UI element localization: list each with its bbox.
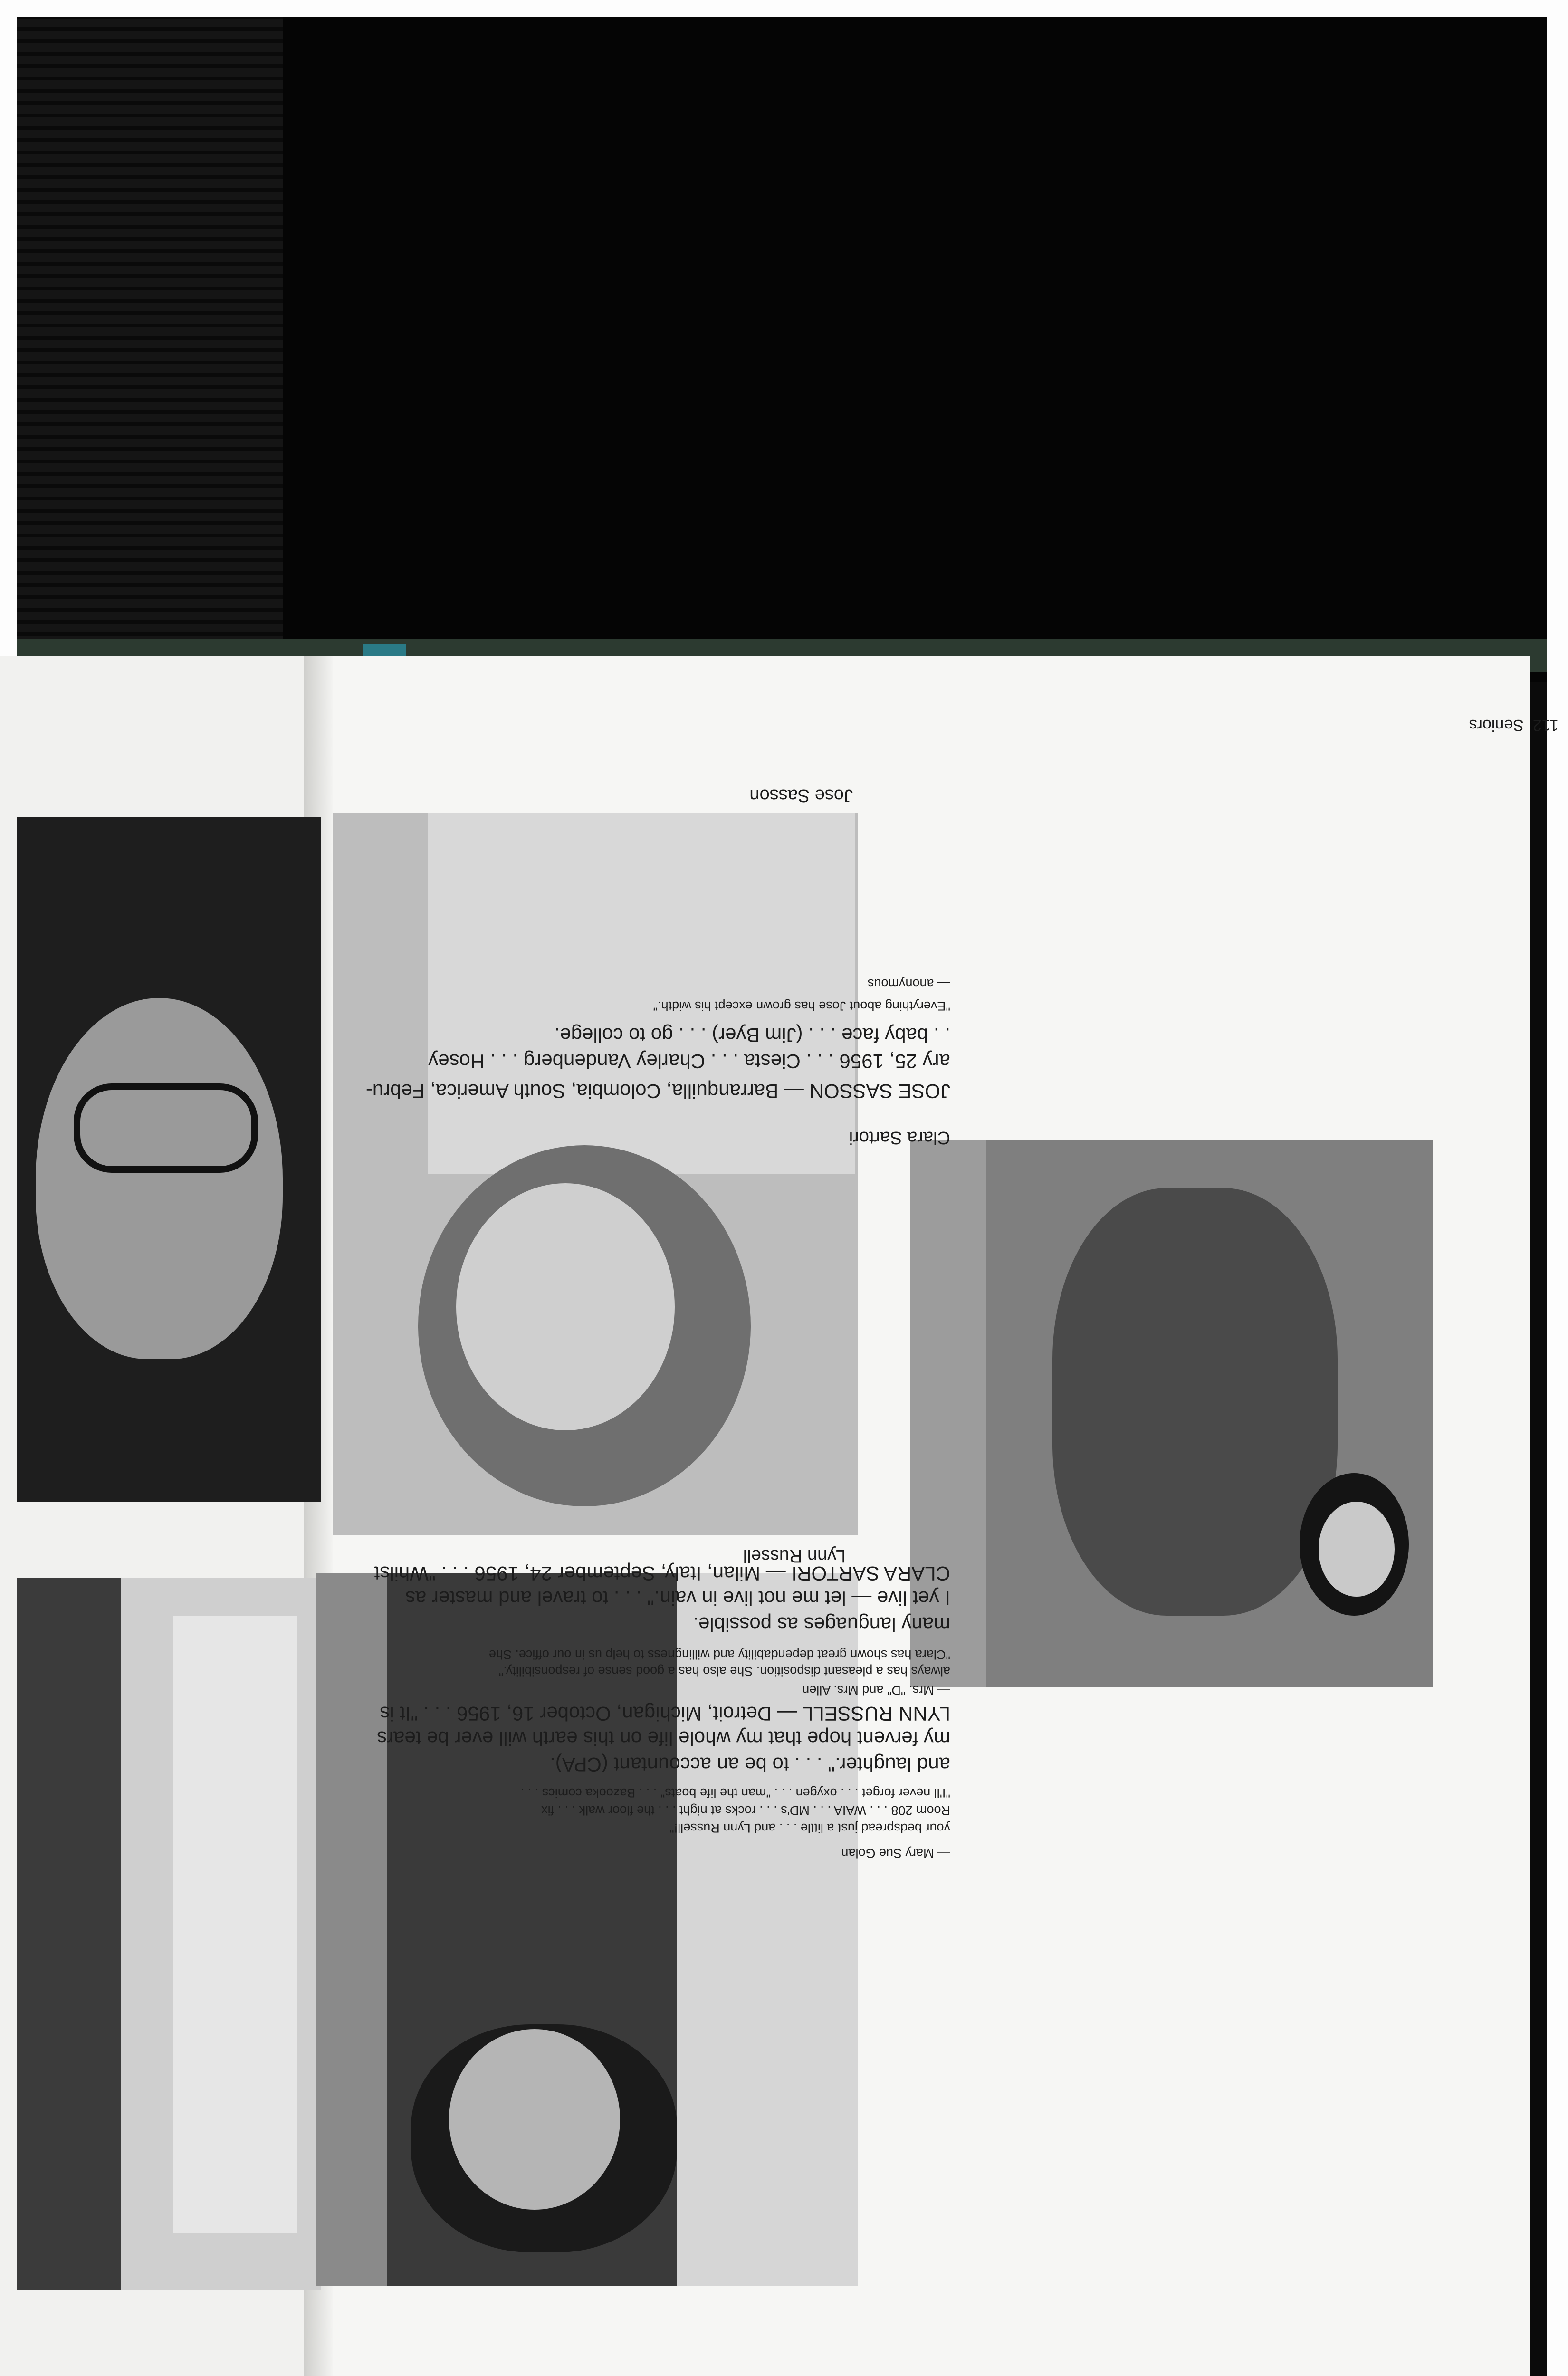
- bio-jose-credit: — anonymous: [867, 977, 950, 991]
- photo-lynn-russell: [316, 1573, 858, 2286]
- bio-jose-line-2: . . baby face . . . (Jim Byer) . . . go to college.: [554, 1024, 950, 1046]
- photo-jose-sasson: [333, 813, 858, 1535]
- bio-clara-heading: CLARA SARTORI — Milan, Italy, September 24, 1956 . . . "Whilst: [374, 1562, 950, 1585]
- bio-clara-quote-1: always has a pleasant disposition. She also has a good sense of responsibility.": [498, 1664, 950, 1678]
- caption-clara: Clara Sartori: [849, 1128, 950, 1148]
- book-cover-shadow: [283, 17, 1547, 682]
- caption-lynn: Lynn Russell: [743, 1546, 846, 1566]
- bio-lynn-line-1: my fervent hope that my whole life on this earth will ever be tears: [377, 1727, 950, 1750]
- bio-lynn-quote-3: your bedspread just a little . . . and Lynn Russell!": [669, 1821, 950, 1835]
- bio-clara-quote-2: "Clara has shown great dependability and willingness to help us in our office. She: [488, 1648, 950, 1662]
- bio-lynn-heading: LYNN RUSSELL — Detroit, Michigan, October 16, 1956 . . . "It is: [380, 1703, 950, 1725]
- bio-clara-line-1: I yet live — let me not live in vain." . . . to travel and master as: [405, 1587, 950, 1610]
- bio-jose-heading: JOSE SASSON — Barranquilla, Colombia, South America, Febru-: [365, 1080, 950, 1102]
- bio-lynn-line-2: and laughter." . . . to be an accountant (CPA).: [550, 1753, 950, 1776]
- bio-lynn-quote-2: Room 208 . . . WAIA . . . MD's . . . rocks at night . . . the floor walk . . . fix: [541, 1803, 950, 1818]
- photo-left-page-top: [17, 817, 321, 1502]
- photo-left-page-bottom: [17, 1578, 321, 2290]
- bio-clara-credit: — Mrs. "D" and Mrs. Allen: [802, 1683, 950, 1697]
- caption-jose: Jose Sasson: [749, 786, 853, 805]
- bio-jose-quote: "Everything about Jose has grown except his width.": [653, 999, 950, 1013]
- bio-lynn-credit: — Mary Sue Golan: [841, 1846, 950, 1860]
- photo-clara-sartori: [910, 1140, 1433, 1687]
- bio-lynn-quote-1: "I'll never forget . . . oxygen . . . "man the life boats" . . . Bazooka comics . . .: [520, 1786, 950, 1800]
- bio-clara-line-2: many languages as possible.: [693, 1613, 950, 1636]
- page-number: 112 Seniors: [1469, 716, 1558, 734]
- bio-jose-line-1: ary 25, 1956 . . . Ciesta . . . Charley Vandenberg . . . Hosey: [428, 1050, 950, 1073]
